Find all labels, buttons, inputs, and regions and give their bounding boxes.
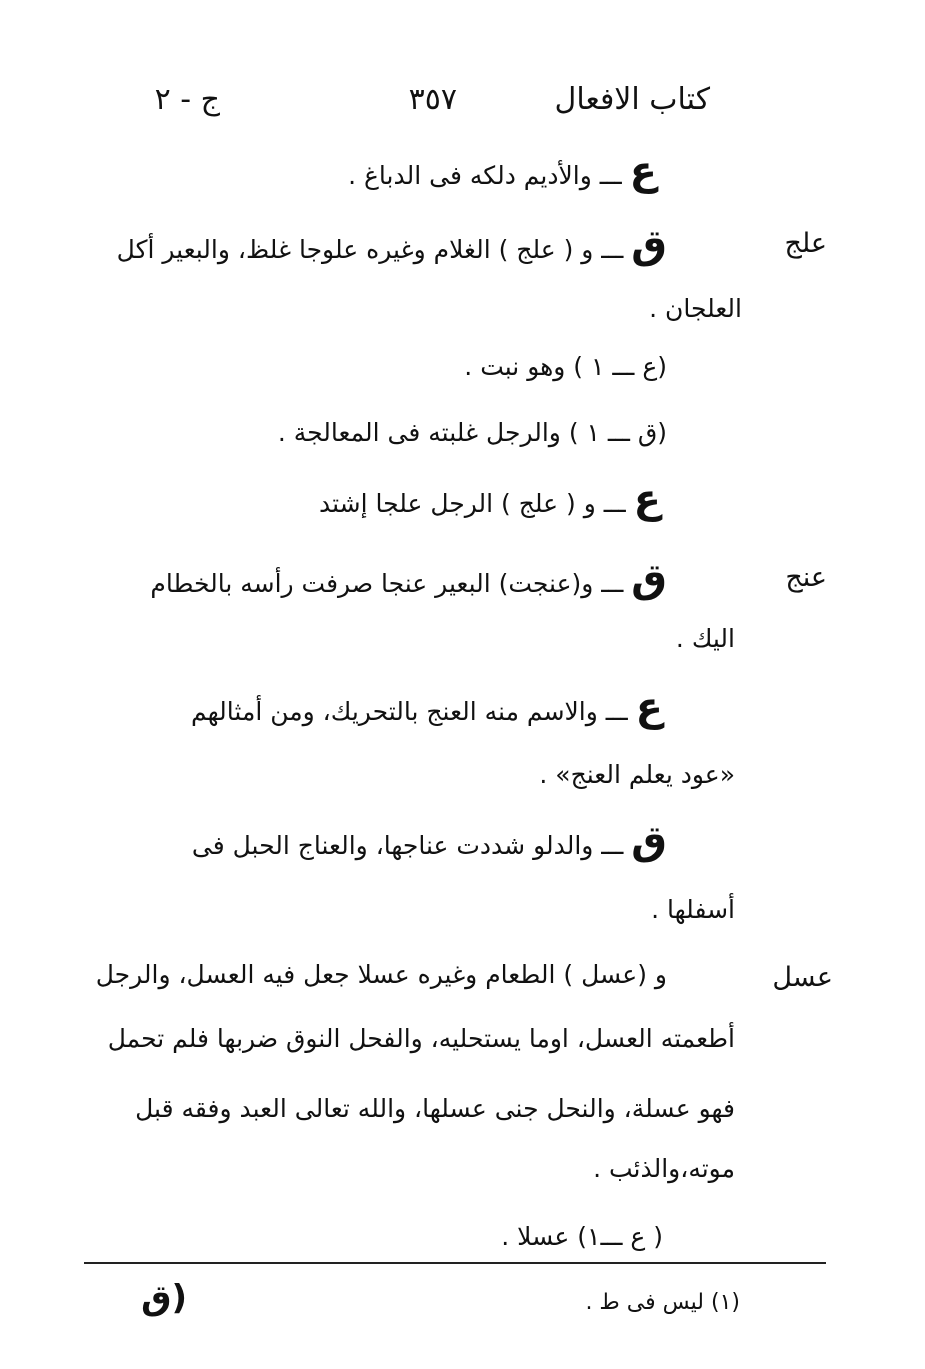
footnote-siglum: (ق (141, 1278, 187, 1318)
entry-text: أطعمته العسل، اوما يستحليه، والفحل النوق ضربها فلم تحمل (107, 1024, 735, 1053)
entry-line (278, 418, 667, 447)
root-word: علج (784, 228, 827, 259)
entry-line (192, 818, 667, 864)
page-number: ٣٥٧ (408, 82, 457, 117)
entry-line (135, 1094, 735, 1123)
entry-text: ـــ و(عنجت) البعير عنجا صرفت رأسه بالخطام (150, 569, 624, 598)
volume-number: ج - ٢ (154, 82, 220, 117)
entry-line (96, 960, 667, 989)
entry-line (319, 476, 661, 522)
book-title: كتاب الافعال (554, 82, 710, 117)
entry-mark: ق (631, 222, 667, 268)
entry-line (649, 294, 742, 323)
entry-text: موته،والذئب . (593, 1154, 735, 1183)
entry-line (593, 1154, 735, 1183)
entry-mark: ع (635, 684, 663, 730)
entry-text: و (عسل ) الطعام وغيره عسلا جعل فيه العسل، والرجل (95, 960, 667, 989)
entry-line (676, 624, 735, 653)
entry-line (651, 895, 735, 924)
entry-text: اليك . (675, 624, 735, 653)
footnote-divider (84, 1262, 826, 1264)
entry-text: أسفلها . (651, 895, 735, 924)
entry-line (501, 1222, 663, 1251)
entry-line (150, 556, 667, 602)
entry-mark: ع (633, 476, 661, 522)
entry-mark: ع (629, 148, 657, 194)
entry-text: (ق ـــ ١ ) والرجل غلبته فى المعالجة . (277, 418, 667, 447)
entry-text: (ع ـــ ١ ) وهو نبت . (464, 352, 667, 381)
entry-line (464, 352, 667, 381)
entry-line (539, 760, 735, 789)
entry-text: ـــ و ( علج ) الرجل علجا إشتد (318, 489, 626, 518)
root-word: عسل (772, 962, 833, 993)
entry-text: فهو عسلة، والنحل جنى عسلها، والله تعالى العبد وفقه قبل (135, 1094, 735, 1123)
entry-line (191, 684, 663, 730)
entry-line (117, 222, 667, 268)
entry-text: ـــ والدلو شددت عناجها، والعناج الحبل فى (191, 831, 624, 860)
entry-text: ـــ و ( علج ) الغلام وغيره علوجا غلظ، والبعير أكل (116, 235, 624, 264)
entry-mark: ق (631, 556, 667, 602)
entry-text: العلجان . (649, 294, 742, 323)
entry-text: ( ع ـــ١) عسلا . (501, 1222, 663, 1251)
entry-text: ـــ والأديم دلكه فى الدباغ . (348, 161, 622, 190)
entry-line (108, 1024, 735, 1053)
root-word: عنج (785, 562, 827, 593)
entry-text: ـــ والاسم منه العنج بالتحريك، ومن أمثالهم (191, 697, 628, 726)
footnote-text: (١) ليس فى ط . (585, 1290, 740, 1315)
entry-text: «عود يعلم العنج» . (539, 760, 735, 789)
entry-line (348, 148, 657, 194)
entry-mark: ق (631, 818, 667, 864)
